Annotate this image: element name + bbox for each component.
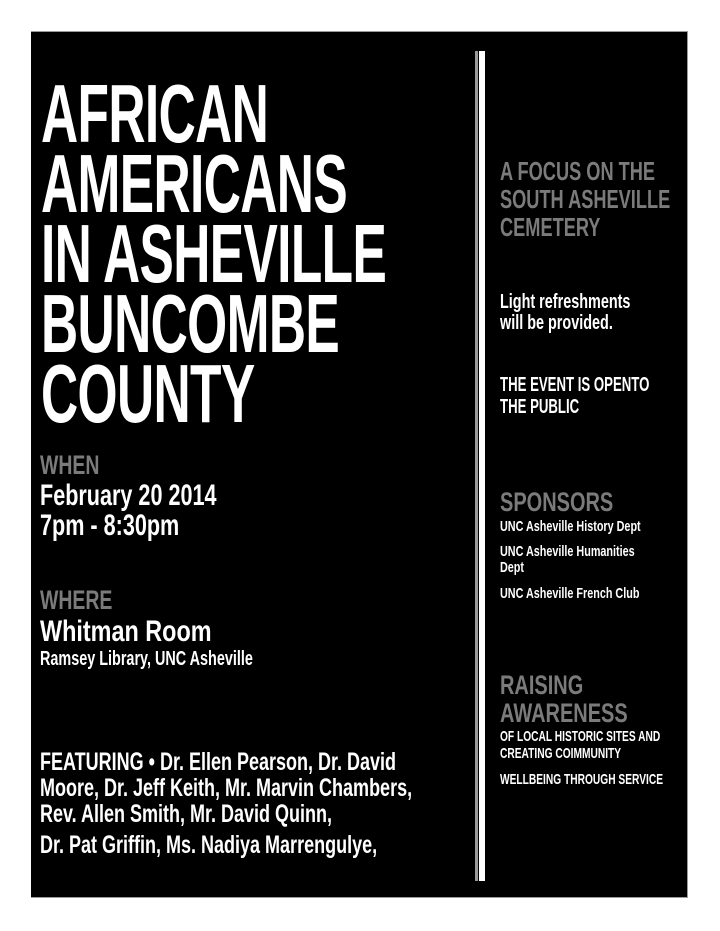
refreshments-line-2: will be provided. — [500, 312, 613, 334]
title-line-3: IN ASHEVILLE — [41, 207, 387, 300]
where-label: WHERE — [40, 585, 113, 615]
awareness-line-1: OF LOCAL HISTORIC SITES AND — [500, 728, 661, 745]
sponsor-item-continued: Dept — [500, 559, 525, 576]
column-divider-thick — [479, 51, 485, 881]
sponsor-item: UNC Asheville History Dept — [500, 518, 641, 535]
public-line-2: THE PUBLIC — [500, 396, 580, 418]
event-location: Ramsey Library, UNC Asheville — [40, 648, 253, 670]
sponsors-label: SPONSORS — [500, 487, 614, 517]
awareness-line-2: CREATING COIMMUNITY — [500, 745, 622, 762]
event-time: 7pm - 8:30pm — [40, 509, 180, 542]
when-label: WHEN — [40, 450, 100, 480]
column-divider-thin — [475, 51, 478, 881]
title-line-1: AFRICAN — [41, 67, 269, 160]
title-line-5: COUNTY — [41, 347, 255, 440]
awareness-line-3: WELLBEING THROUGH SERVICE — [500, 771, 664, 788]
focus-line-1: A FOCUS ON THE — [500, 156, 656, 186]
sponsor-item: UNC Asheville French Club — [500, 585, 640, 602]
awareness-label-line-1: RAISING — [500, 670, 584, 700]
public-line-1: THE EVENT IS OPENTO — [500, 374, 650, 396]
featuring-line-4: Dr. Pat Griffin, Ms. Nadiya Marrengulye, — [40, 831, 378, 859]
featuring-line-2: Moore, Dr. Jeff Keith, Mr. Marvin Chambers, — [40, 774, 413, 802]
title-line-2: AMERICANS — [41, 137, 348, 230]
focus-line-3: CEMETERY — [500, 212, 601, 242]
poster-panel — [31, 31, 688, 898]
event-date: February 20 2014 — [40, 479, 217, 512]
sponsor-item: UNC Asheville Humanities — [500, 543, 635, 560]
title-line-4: BUNCOMBE — [41, 277, 340, 370]
featuring-line-3: Rev. Allen Smith, Mr. David Quinn, — [40, 800, 333, 828]
event-venue: Whitman Room — [40, 615, 212, 648]
awareness-label-line-2: AWARENESS — [500, 698, 628, 728]
featuring-line-1: FEATURING • Dr. Ellen Pearson, Dr. David — [40, 748, 397, 776]
focus-line-2: SOUTH ASHEVILLE — [500, 184, 671, 214]
refreshments-line-1: Light refreshments — [500, 291, 631, 313]
